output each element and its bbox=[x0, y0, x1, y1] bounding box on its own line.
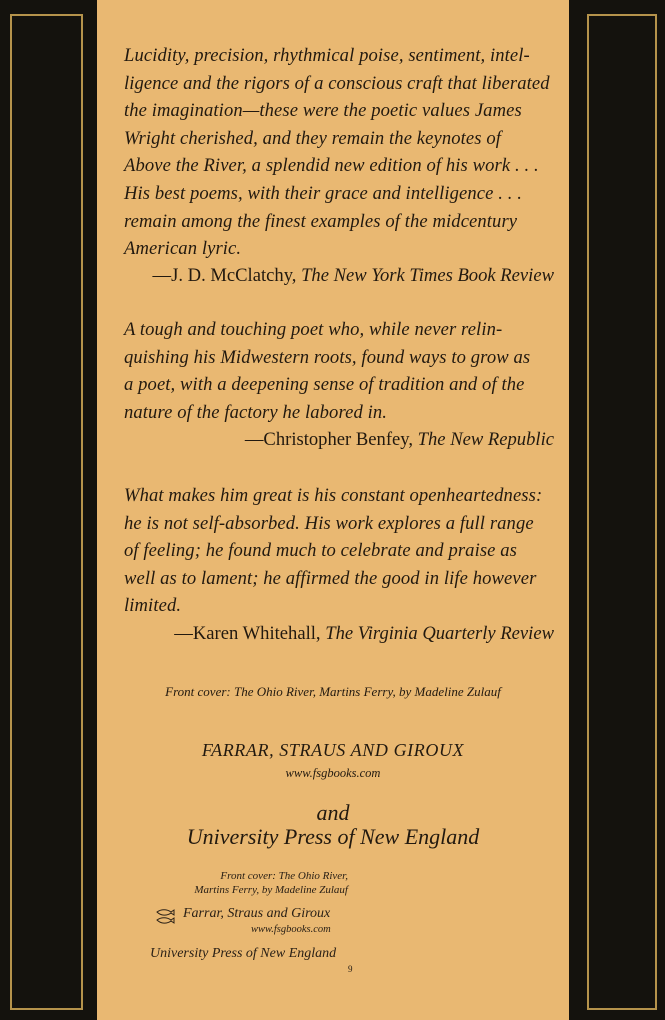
fsg-fish-icon bbox=[155, 908, 175, 924]
attribution-publication: The New York Times Book Review bbox=[301, 265, 554, 286]
quote-line: remain among the finest examples of the midcentury bbox=[124, 210, 518, 232]
quote-line: A tough and touching poet who, while never relin- bbox=[124, 319, 503, 340]
quote-mcclatchy bbox=[124, 42, 556, 263]
quote-line: the imagination—these were the poetic values James bbox=[124, 100, 522, 122]
quote-line: limited. bbox=[124, 595, 182, 617]
left-border bbox=[0, 0, 97, 1020]
attribution-name: —J. D. McClatchy, bbox=[152, 265, 297, 286]
quote-line: of feeling; he found much to celebrate and praise as bbox=[124, 540, 518, 562]
quote-line: quishing his Midwestern roots, found ways to grow as bbox=[124, 346, 531, 368]
cover-credit: Front cover: The Ohio River, Martins Ferry, by Madeline Zulauf bbox=[165, 684, 501, 699]
and-text: and bbox=[316, 800, 350, 825]
attribution-whitehall bbox=[174, 620, 554, 648]
quote-line: well as to lament; he affirmed the good in life however bbox=[124, 567, 537, 589]
publisher-url: www.fsgbooks.com bbox=[285, 766, 381, 780]
small-publisher-name: Farrar, Straus and Giroux bbox=[183, 906, 331, 921]
quote-benfey bbox=[124, 316, 556, 426]
quote-line: a poet, with a deepening sense of tradition and of the bbox=[124, 374, 525, 396]
small-publisher-url: www.fsgbooks.com bbox=[251, 924, 331, 935]
attribution-name: —Christopher Benfey, bbox=[244, 429, 413, 450]
quote-line: he is not self-absorbed. His work explores a full range bbox=[124, 512, 534, 534]
page-number: 9 bbox=[348, 964, 353, 974]
small-copublisher-name: University Press of New England bbox=[150, 946, 337, 961]
attribution-mcclatchy bbox=[153, 262, 554, 290]
small-credit-line-2: Martins Ferry, by Madeline Zulauf bbox=[194, 884, 348, 896]
quote-line: What makes him great is his constant openheartedness: bbox=[124, 485, 543, 506]
quote-whitehall bbox=[124, 482, 556, 620]
publisher-name: FARRAR, STRAUS AND GIROUX bbox=[201, 740, 465, 760]
quote-line: Lucidity, precision, rhythmical poise, sentiment, intel- bbox=[124, 45, 530, 66]
attribution-publication: The New Republic bbox=[417, 429, 554, 450]
quote-line: Above the River, a splendid new edition of his work . . . bbox=[124, 155, 539, 177]
quote-line: American lyric. bbox=[124, 238, 242, 260]
attribution-benfey bbox=[245, 426, 554, 454]
attribution-name: —Karen Whitehall, bbox=[174, 623, 321, 644]
copublisher-name: University Press of New England bbox=[186, 824, 480, 849]
quote-line: Wright cherished, and they remain the keynotes of bbox=[124, 127, 502, 149]
left-border-frame bbox=[10, 14, 83, 1010]
small-credit-line-1: Front cover: The Ohio River, bbox=[220, 870, 348, 882]
right-border bbox=[569, 0, 665, 1020]
attribution-publication: The Virginia Quarterly Review bbox=[325, 623, 554, 644]
quote-line: ligence and the rigors of a conscious craft that liberated bbox=[124, 72, 550, 94]
right-border-frame bbox=[587, 14, 657, 1010]
quote-line: His best poems, with their grace and intelligence . . . bbox=[124, 182, 522, 204]
back-cover-panel bbox=[97, 0, 569, 1020]
quote-line: nature of the factory he labored in. bbox=[124, 401, 388, 423]
